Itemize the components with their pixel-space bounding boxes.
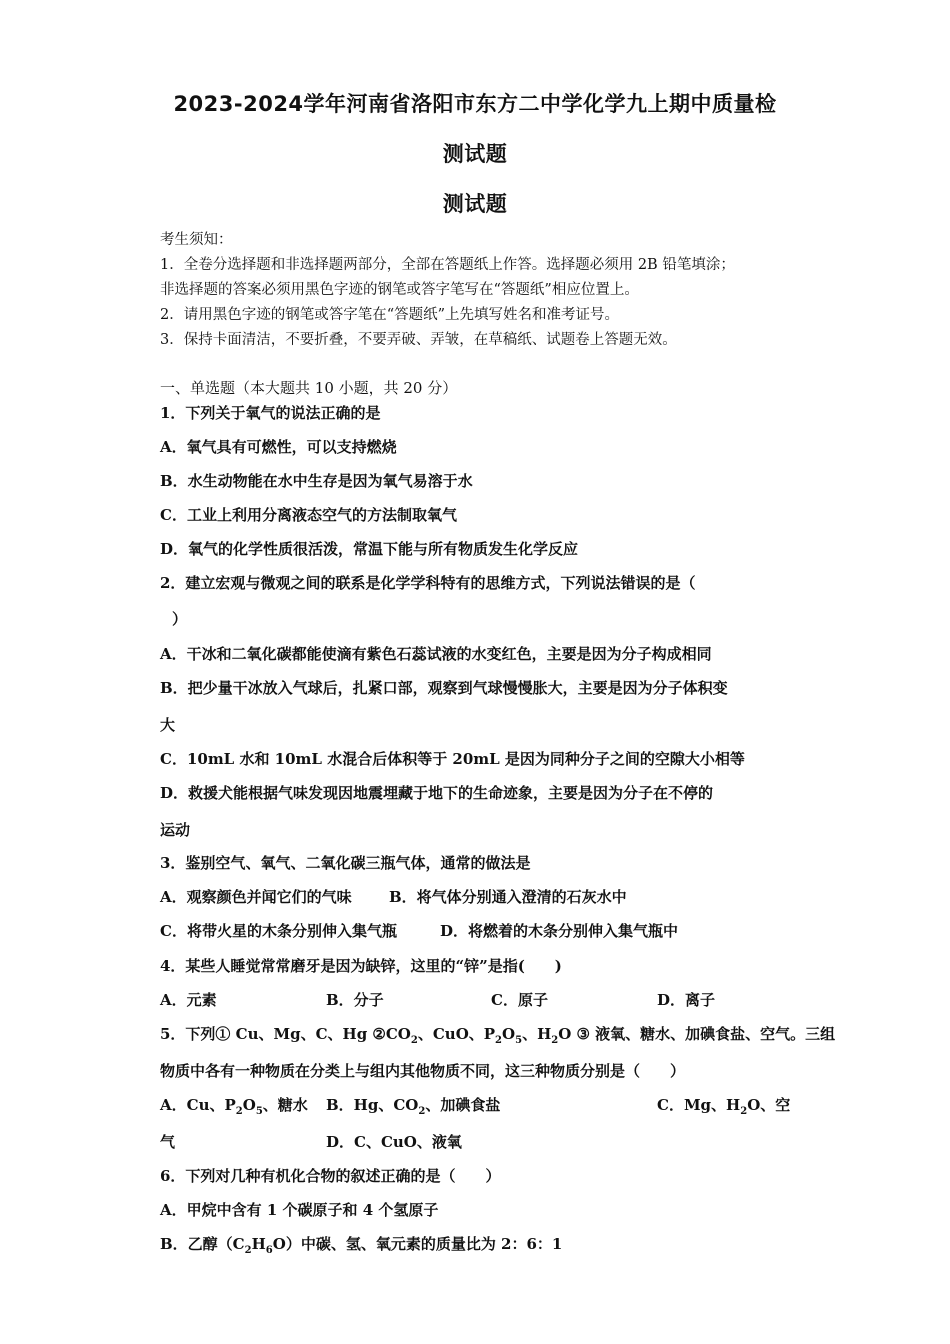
q3-option-d: D．将燃着的木条分别伸入集气瓶中 — [440, 922, 679, 940]
exam-title-line2: 测试题 — [442, 142, 508, 166]
section-heading: 一、单选题（本大题共 10 小题，共 20 分） — [160, 379, 458, 397]
notice-item-3: 3．保持卡面清洁，不要折叠，不要弄破、弄皱，在草稿纸、试题卷上答题无效。 — [160, 332, 677, 348]
q5-option-c: C．Mg、$H_2O$、空 — [657, 1096, 791, 1117]
q5-stem-wrap: 物质中各有一种物质在分类上与组内其他物质不同，这三种物质分别是（ ） — [160, 1062, 686, 1080]
q5-stem: 5．下列① Cu、Mg、C、Hg $②CO_2$、CuO、$P_2O_5$、$H_2O$ ③ 液氧、糖水、加碘食盐、空气。三组 — [160, 1025, 836, 1046]
q2-stem: 2．建立宏观与微观之间的联系是化学学科特有的思维方式，下列说法错误的是（ — [160, 574, 696, 592]
q4-stem: 4．某些人睡觉常常磨牙是因为缺锌，这里的“锌”是指( ) — [160, 957, 562, 975]
exam-title-line1: 2023-2024学年河南省洛阳市东方二中学化学九上期中质量检 — [173, 92, 777, 116]
q1-option-b: B．水生动物能在水中生存是因为氧气易溶于水 — [160, 472, 473, 490]
notice-item-1a: 1．全卷分选择题和非选择题两部分，全部在答题纸上作答。选择题必须用 2B 铅笔填涂； — [160, 257, 735, 273]
q5-option-d: D．C、CuO、液氧 — [326, 1133, 462, 1151]
q5-option-b: B．Hg、$CO_2$、加碘食盐 — [326, 1096, 501, 1117]
q6-stem: 6．下列对几种有机化合物的叙述正确的是（ ） — [160, 1167, 501, 1185]
q3-option-a: A．观察颜色并闻它们的气味 — [160, 888, 352, 906]
q3-option-c: C．将带火星的木条分别伸入集气瓶 — [160, 922, 397, 940]
q6-option-b: B．乙醇$(C_2H_6O)$中碳、氢、氧元素的质量比为 2：6：1 — [160, 1235, 563, 1256]
q1-stem: 1．下列关于氧气的说法正确的是 — [160, 404, 381, 422]
notice-item-2: 2．请用黑色字迹的钢笔或答字笔在“答题纸”上先填写姓名和准考证号。 — [160, 307, 620, 323]
q2-stem-close: ） — [172, 610, 188, 628]
notice-item-1b: 非选择题的答案必须用黑色字迹的钢笔或答字笔写在“答题纸”相应位置上。 — [160, 282, 639, 298]
q2-option-b: B．把少量干冰放入气球后，扎紧口部，观察到气球慢慢胀大，主要是因为分子体积变 — [160, 679, 728, 697]
q3-stem: 3．鉴别空气、氧气、二氧化碳三瓶气体，通常的做法是 — [160, 854, 531, 872]
q6-option-a: A．甲烷中含有 1 个碳原子和 4 个氢原子 — [160, 1201, 439, 1219]
q5-option-c-wrap: 气 — [160, 1133, 176, 1151]
q3-option-b: B．将气体分别通入澄清的石灰水中 — [389, 888, 627, 906]
exam-title-line3: 测试题 — [442, 192, 508, 216]
q4-option-c: C．原子 — [491, 991, 548, 1009]
q1-option-c: C．工业上利用分离液态空气的方法制取氧气 — [160, 506, 457, 524]
q4-option-d: D．离子 — [657, 991, 716, 1009]
q4-option-b: B．分子 — [326, 991, 384, 1009]
q2-option-c: C．10mL 水和 10mL 水混合后体积等于 20mL 是因为同种分子之间的空隙大小相等 — [160, 750, 745, 768]
q2-option-d: D．救援犬能根据气味发现因地震埋藏于地下的生命迹象，主要是因为分子在不停的 — [160, 784, 714, 802]
q2-option-a: A．干冰和二氧化碳都能使滴有紫色石蕊试液的水变红色，主要是因为分子构成相同 — [160, 645, 712, 663]
q1-option-d: D．氧气的化学性质很活泼，常温下能与所有物质发生化学反应 — [160, 540, 579, 558]
q5-option-a: A．Cu、$P_2O_5$、糖水 — [160, 1096, 308, 1117]
q2-option-b-wrap: 大 — [160, 716, 176, 734]
q1-option-a: A．氧气具有可燃性，可以支持燃烧 — [160, 438, 397, 456]
q4-option-a: A．元素 — [160, 991, 217, 1009]
q2-option-d-wrap: 运动 — [160, 821, 191, 839]
notice-heading: 考生须知： — [160, 232, 233, 248]
